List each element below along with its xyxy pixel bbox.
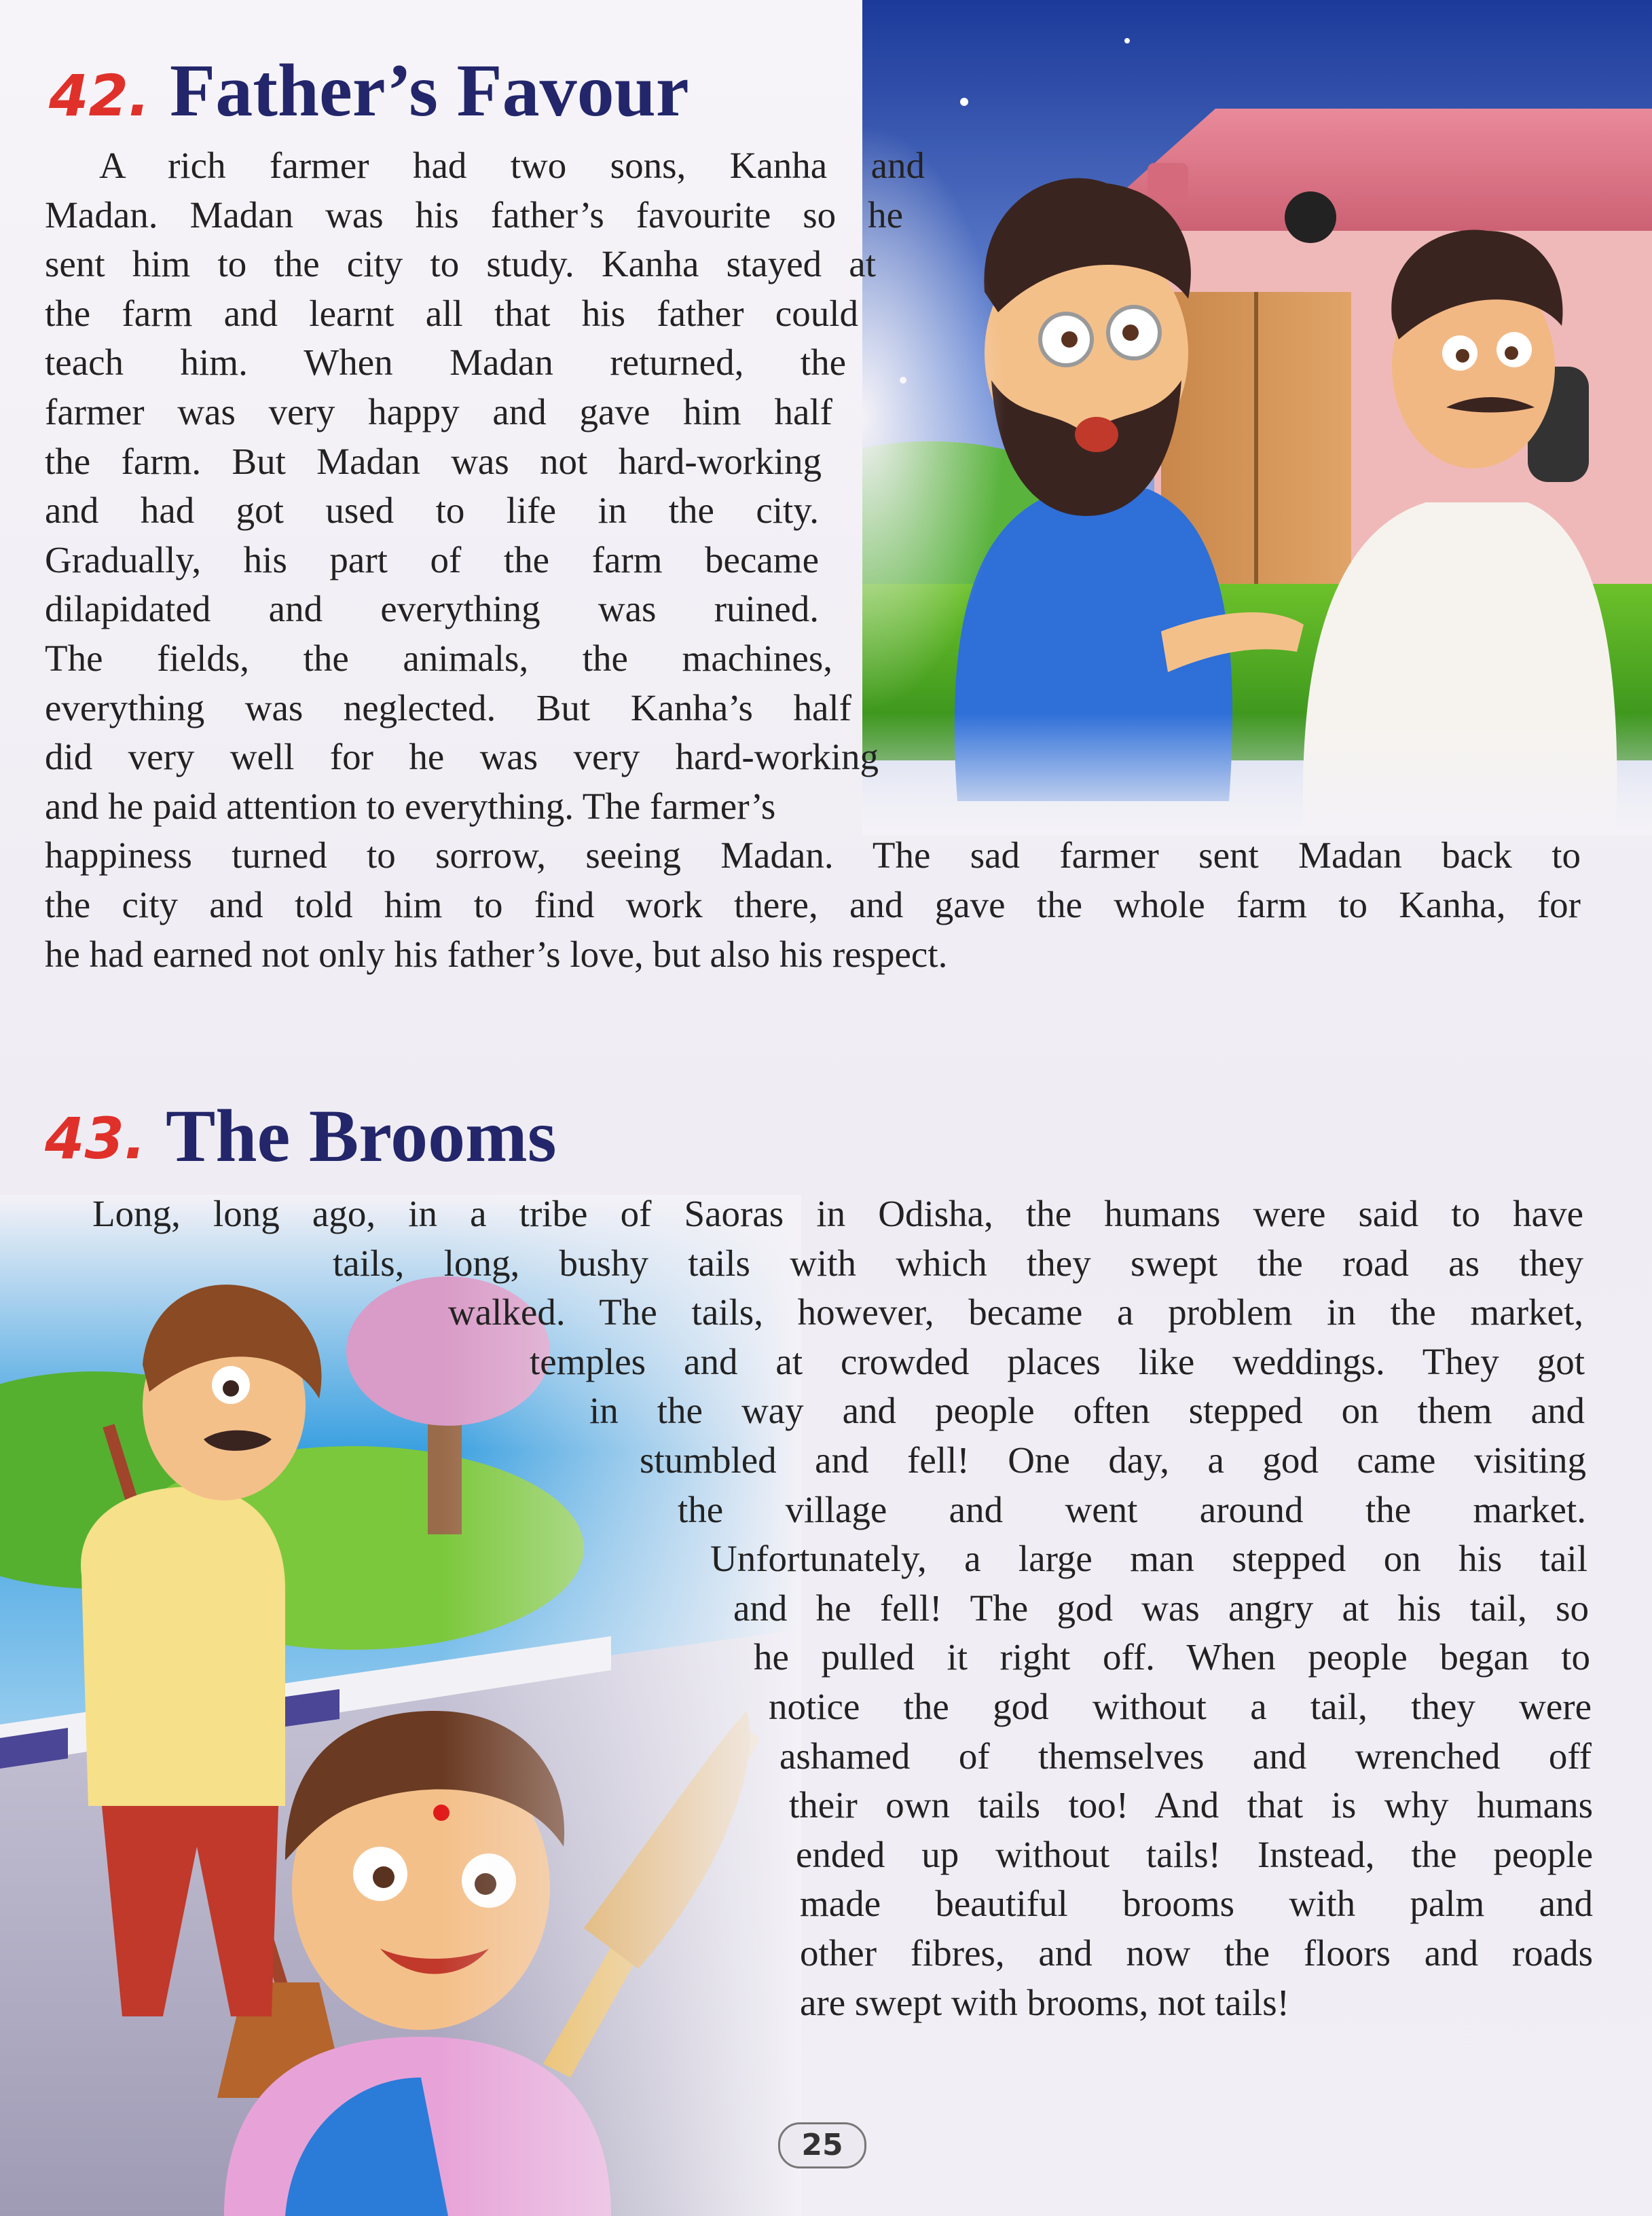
text-line: and he fell! The god was angry at his tail, so	[733, 1587, 1589, 1629]
text-line: and had got used to life in the city.	[45, 490, 819, 532]
text-line: the village and went around the market.	[678, 1488, 1586, 1530]
text-line: he had earned not only his father’s love, but also his respect.	[45, 933, 948, 975]
text-line: walked. The tails, however, became a problem in the market,	[448, 1291, 1583, 1333]
story-number-42: 42.	[49, 62, 150, 129]
text-line: the farm. But Madan was not hard-working	[45, 440, 822, 482]
story-number-43: 43.	[45, 1105, 146, 1172]
text-line: and he paid attention to everything. The farmer’s	[45, 785, 776, 827]
text-line: Madan. Madan was his father’s favourite so he	[45, 193, 903, 236]
story-title-the-brooms: The Brooms	[166, 1094, 557, 1177]
text-line: stumbled and fell! One day, a god came visiting	[640, 1439, 1586, 1481]
text-line: are swept with brooms, not tails!	[800, 1981, 1289, 2023]
text-line: temples and at crowded places like weddings. They got	[530, 1340, 1585, 1382]
text-line: everything was neglected. But Kanha’s half	[45, 686, 851, 728]
text-line: in the way and people often stepped on them and	[589, 1390, 1585, 1432]
text-line: happiness turned to sorrow, seeing Madan. The sad farmer sent Madan back to	[45, 834, 1581, 876]
text-line: the farm and learnt all that his father could	[45, 292, 858, 334]
story-text-fathers-favour	[45, 141, 1581, 979]
story-text-the-brooms	[0, 1189, 1593, 2027]
page-number: 25	[778, 2122, 866, 2168]
text-line: Gradually, his part of the farm became	[45, 538, 819, 580]
text-line: teach him. When Madan returned, the	[45, 341, 846, 384]
text-line: Long, long ago, in a tribe of Saoras in Odisha, the humans were said to have	[92, 1193, 1583, 1234]
text-line: notice the god without a tail, they were	[769, 1685, 1592, 1727]
text-line: ashamed of themselves and wrenched off	[779, 1735, 1592, 1777]
text-line: Unfortunately, a large man stepped on his tail	[710, 1538, 1587, 1580]
text-line: The fields, the animals, the machines,	[45, 637, 832, 679]
text-line: their own tails too! And that is why humans	[789, 1784, 1593, 1826]
text-line: ended up without tails! Instead, the people	[796, 1833, 1593, 1875]
text-line: tails, long, bushy tails with which they swept the road as they	[333, 1242, 1583, 1284]
text-line: A rich farmer had two sons, Kanha and	[99, 145, 925, 186]
text-line: farmer was very happy and gave him half	[45, 390, 832, 432]
text-line: the city and told him to find work there, and gave the whole farm to Kanha, for	[45, 883, 1581, 925]
text-line: dilapidated and everything was ruined.	[45, 588, 819, 630]
text-line: he pulled it right off. When people began to	[754, 1636, 1590, 1678]
text-line: did very well for he was very hard-working	[45, 736, 879, 778]
text-line: made beautiful brooms with palm and	[800, 1883, 1593, 1925]
story-title-fathers-favour: Father’s Favour	[170, 49, 689, 132]
text-line: sent him to the city to study. Kanha stayed at	[45, 243, 876, 285]
text-line: other fibres, and now the floors and roads	[800, 1932, 1593, 1974]
